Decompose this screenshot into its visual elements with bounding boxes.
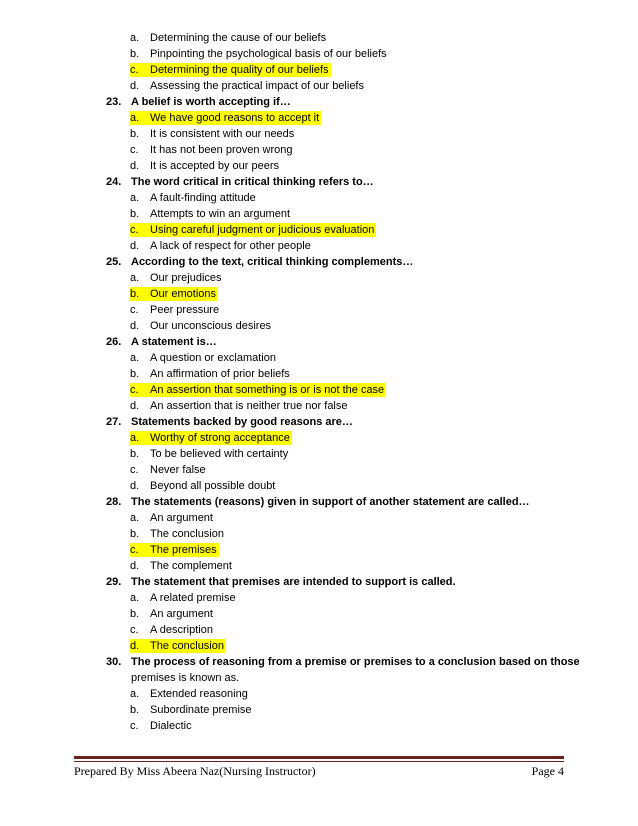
option-body [130, 79, 366, 93]
option-text: Determining the quality of our beliefs [150, 64, 329, 76]
footer-author: Prepared By Miss Abeera Naz(Nursing Instructor) [74, 764, 316, 778]
answer-option-correct [0, 62, 638, 78]
option-letter: c. [130, 720, 139, 732]
option-letter: b. [130, 288, 140, 300]
option-letter: a. [130, 432, 140, 444]
option-body [130, 351, 278, 365]
question-number: 30. [106, 656, 122, 668]
option-letter: a. [130, 272, 140, 284]
option-letter: c. [130, 304, 139, 316]
question [0, 574, 638, 590]
answer-option [0, 526, 638, 542]
answer-option [0, 78, 638, 94]
footer-rule-thin [74, 761, 564, 762]
answer-option [0, 142, 638, 158]
question [0, 494, 638, 510]
option-text: We have good reasons to accept it [150, 112, 320, 124]
option-body [130, 271, 224, 285]
question-text: The statement that premises are intended to support is called. [131, 576, 456, 588]
answer-option [0, 510, 638, 526]
option-body [130, 703, 254, 717]
option-letter: b. [130, 528, 140, 540]
question-number: 25. [106, 256, 122, 268]
highlighted-answer [130, 223, 376, 237]
answer-option [0, 606, 638, 622]
option-body [130, 591, 238, 605]
answer-option [0, 238, 638, 254]
option-text: It has not been proven wrong [150, 144, 293, 156]
answer-option [0, 30, 638, 46]
answer-option [0, 46, 638, 62]
question-text: Statements backed by good reasons are… [131, 416, 353, 428]
option-text: A question or exclamation [150, 352, 276, 364]
answer-option-correct [0, 542, 638, 558]
highlighted-answer [130, 383, 386, 397]
question-number: 23. [106, 96, 122, 108]
option-body [130, 303, 221, 317]
option-letter: a. [130, 192, 140, 204]
option-body [130, 511, 215, 525]
question [0, 174, 638, 190]
highlighted-answer [130, 639, 226, 653]
option-text: An assertion that is neither true nor false [150, 400, 348, 412]
option-letter: d. [130, 400, 140, 412]
option-text: Attempts to win an argument [150, 208, 291, 220]
answer-option [0, 478, 638, 494]
option-text: Dialectic [150, 720, 192, 732]
option-body [130, 127, 296, 141]
option-letter: c. [130, 224, 139, 236]
option-text: An argument [150, 512, 213, 524]
option-text: Beyond all possible doubt [150, 480, 276, 492]
option-body [130, 399, 350, 413]
question-continuation [0, 670, 638, 686]
question-text: The process of reasoning from a premise or premises to a conclusion based on those [131, 656, 580, 668]
option-body [130, 319, 273, 333]
answer-option [0, 590, 638, 606]
option-letter: c. [130, 64, 139, 76]
answer-option [0, 718, 638, 734]
option-text: Never false [150, 464, 206, 476]
option-letter: d. [130, 480, 140, 492]
option-letter: d. [130, 160, 140, 172]
answer-option-correct [0, 110, 638, 126]
option-text: The premises [150, 544, 217, 556]
answer-option-correct [0, 382, 638, 398]
option-body [130, 687, 250, 701]
option-body [130, 607, 215, 621]
option-body [130, 159, 281, 173]
question-list [0, 30, 638, 734]
option-text: It is accepted by our peers [150, 160, 280, 172]
option-text: Assessing the practical impact of our beliefs [150, 80, 364, 92]
option-body [130, 31, 328, 45]
answer-option [0, 126, 638, 142]
option-letter: b. [130, 608, 140, 620]
option-body [130, 191, 258, 205]
answer-option [0, 622, 638, 638]
answer-option [0, 350, 638, 366]
answer-option [0, 190, 638, 206]
highlighted-answer [130, 431, 292, 445]
question [0, 654, 638, 670]
option-body [130, 47, 389, 61]
option-text: Pinpointing the psychological basis of our beliefs [150, 48, 387, 60]
question-number: 27. [106, 416, 122, 428]
highlighted-answer [130, 111, 321, 125]
option-letter: a. [130, 688, 140, 700]
question-number: 29. [106, 576, 122, 588]
question-text: premises is known as. [131, 672, 240, 684]
option-text: A fault-finding attitude [150, 192, 256, 204]
question [0, 254, 638, 270]
option-body [130, 447, 290, 461]
option-text: To be believed with certainty [150, 448, 289, 460]
option-letter: d. [130, 560, 140, 572]
option-text: A related premise [150, 592, 236, 604]
option-text: Our prejudices [150, 272, 222, 284]
question [0, 334, 638, 350]
footer-rule [74, 756, 564, 759]
option-text: The complement [150, 560, 232, 572]
option-body [130, 207, 292, 221]
option-letter: c. [130, 624, 139, 636]
option-text: Peer pressure [150, 304, 220, 316]
option-text: Subordinate premise [150, 704, 252, 716]
option-text: It is consistent with our needs [150, 128, 295, 140]
option-letter: a. [130, 112, 140, 124]
highlighted-answer [130, 287, 218, 301]
option-letter: c. [130, 464, 139, 476]
option-body [130, 367, 292, 381]
option-letter: a. [130, 512, 140, 524]
option-text: The conclusion [150, 528, 224, 540]
footer-page-number: Page 4 [531, 764, 564, 778]
option-body [130, 463, 208, 477]
answer-option-correct [0, 638, 638, 654]
option-body [130, 559, 234, 573]
question-number: 26. [106, 336, 122, 348]
option-text: An affirmation of prior beliefs [150, 368, 290, 380]
option-text: An assertion that something is or is not the case [150, 384, 385, 396]
answer-option [0, 302, 638, 318]
question-text: The statements (reasons) given in support of another statement are called… [131, 496, 530, 508]
option-letter: a. [130, 32, 140, 44]
answer-option [0, 686, 638, 702]
option-text: Determining the cause of our beliefs [150, 32, 327, 44]
answer-option-correct [0, 222, 638, 238]
question [0, 414, 638, 430]
option-text: A description [150, 624, 213, 636]
option-letter: d. [130, 240, 140, 252]
question-number: 28. [106, 496, 122, 508]
question-text: A statement is… [131, 336, 217, 348]
option-body [130, 239, 313, 253]
option-letter: d. [130, 640, 140, 652]
option-letter: b. [130, 704, 140, 716]
highlighted-answer [130, 543, 219, 557]
question-text: The word critical in critical thinking refers to… [131, 176, 374, 188]
question-text: A belief is worth accepting if… [131, 96, 291, 108]
answer-option [0, 270, 638, 286]
option-letter: b. [130, 448, 140, 460]
option-body [130, 623, 215, 637]
answer-option [0, 206, 638, 222]
option-letter: a. [130, 352, 140, 364]
answer-option [0, 398, 638, 414]
option-letter: b. [130, 48, 140, 60]
option-letter: b. [130, 128, 140, 140]
question-text: According to the text, critical thinking complements… [131, 256, 414, 268]
answer-option [0, 366, 638, 382]
option-body [130, 143, 294, 157]
answer-option [0, 702, 638, 718]
option-letter: c. [130, 544, 139, 556]
option-text: Extended reasoning [150, 688, 248, 700]
highlighted-answer [130, 63, 331, 77]
option-letter: c. [130, 384, 139, 396]
option-text: Worthy of strong acceptance [150, 432, 290, 444]
option-letter: b. [130, 368, 140, 380]
option-body [130, 479, 277, 493]
question [0, 94, 638, 110]
answer-option [0, 318, 638, 334]
answer-option [0, 558, 638, 574]
question-number: 24. [106, 176, 122, 188]
option-body [130, 527, 226, 541]
option-letter: d. [130, 320, 140, 332]
option-text: An argument [150, 608, 213, 620]
option-letter: c. [130, 144, 139, 156]
option-letter: d. [130, 80, 140, 92]
option-text: Our unconscious desires [150, 320, 272, 332]
answer-option [0, 462, 638, 478]
option-text: A lack of respect for other people [150, 240, 311, 252]
option-text: The conclusion [150, 640, 224, 652]
option-body [130, 719, 194, 733]
option-text: Using careful judgment or judicious evaluation [150, 224, 375, 236]
answer-option [0, 158, 638, 174]
option-letter: b. [130, 208, 140, 220]
option-text: Our emotions [150, 288, 217, 300]
answer-option [0, 446, 638, 462]
answer-option-correct [0, 286, 638, 302]
answer-option-correct [0, 430, 638, 446]
option-letter: a. [130, 592, 140, 604]
